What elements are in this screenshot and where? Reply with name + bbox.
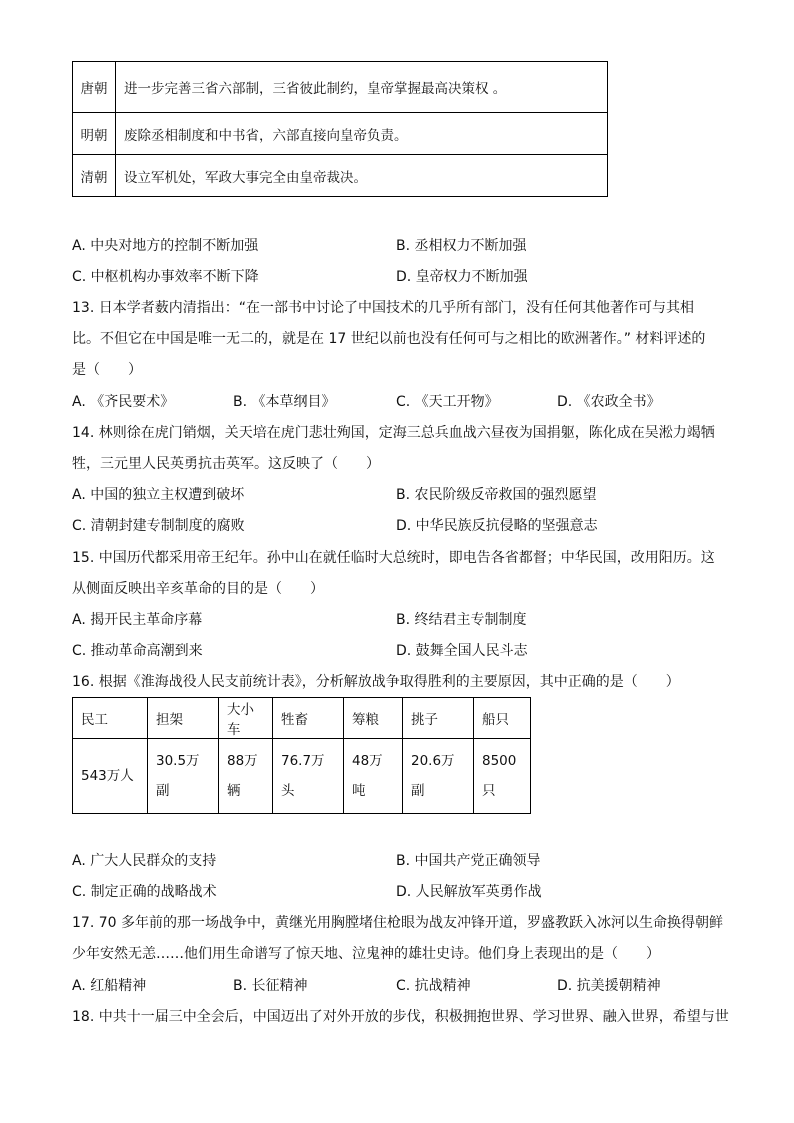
table-header-cell: 担架 — [148, 698, 219, 739]
table-row — [73, 113, 608, 155]
table-row — [73, 62, 608, 113]
q13-stem-line2: 比。不但它在中国是唯一无二的，就是在 17 世纪以前也没有任何可与之相比的欧洲著作。” 材料评述的 — [72, 331, 706, 347]
table-cell: 8500只 — [474, 739, 531, 814]
q16-option-b: B. 中国共产党正确领导 — [396, 853, 541, 869]
q16-stem-line1: 16. 根据《淮海战役人民支前统计表》，分析解放战争取得胜利的主要原因，其中正确的是（ ） — [72, 674, 680, 690]
q13-option-b: B. 《本草纲目》 — [233, 394, 336, 410]
table-cell: 88万辆 — [219, 739, 273, 814]
dynasty-text-cell: 设立军机处，军政大事完全由皇帝裁决。 — [116, 155, 608, 197]
dynasty-table — [72, 61, 608, 197]
table-header-cell: 筹粮 — [344, 698, 403, 739]
q17-stem-line2: 少年安然无恙……他们用生命谱写了惊天地、泣鬼神的雄壮史诗。他们身上表现出的是（ ） — [72, 946, 660, 962]
q15-stem-line1: 15. 中国历代都采用帝王纪年。孙中山在就任临时大总统时，即电告各省都督；中华民国，改用阳历。这 — [72, 550, 715, 566]
table-row — [73, 155, 608, 197]
table-header-cell: 民工 — [73, 698, 148, 739]
dynasty-cell: 明朝 — [73, 113, 116, 155]
q17-stem-line1: 17. 70 多年前的那一场战争中，黄继光用胸膛堵住枪眼为战友冲锋开道，罗盛教跃入冰河以生命换得朝鲜 — [72, 915, 723, 931]
q17-option-b: B. 长征精神 — [233, 978, 308, 994]
q13-option-c: C. 《天工开物》 — [396, 394, 499, 410]
table-header-cell: 牲畜 — [273, 698, 344, 739]
table-cell: 543万人 — [73, 739, 148, 814]
q16-option-d: D. 人民解放军英勇作战 — [396, 884, 542, 900]
q17-option-a: A. 红船精神 — [72, 978, 147, 994]
q13-option-a: A. 《齐民要术》 — [72, 394, 175, 410]
q12-option-c: C. 中枢机构办事效率不断下降 — [72, 269, 259, 285]
table-row — [73, 739, 531, 814]
q15-option-d: D. 鼓舞全国人民斗志 — [396, 643, 528, 659]
table-cell: 76.7万头 — [273, 739, 344, 814]
dynasty-cell: 清朝 — [73, 155, 116, 197]
table-cell: 30.5万副 — [148, 739, 219, 814]
q13-stem-line3: 是（ ） — [72, 362, 142, 378]
q14-option-a: A. 中国的独立主权遭到破坏 — [72, 487, 245, 503]
q12-option-a: A. 中央对地方的控制不断加强 — [72, 238, 259, 254]
dynasty-text-cell: 废除丞相制度和中书省，六部直接向皇帝负责。 — [116, 113, 608, 155]
q14-stem-line1: 14. 林则徐在虎门销烟，关天培在虎门悲壮殉国，定海三总兵血战六昼夜为国捐躯，陈化成在吴淞力竭牺 — [72, 425, 715, 441]
table-header-cell: 船只 — [474, 698, 531, 739]
q12-option-d: D. 皇帝权力不断加强 — [396, 269, 528, 285]
table-cell: 20.6万副 — [403, 739, 474, 814]
q15-option-a: A. 揭开民主革命序幕 — [72, 612, 203, 628]
table-cell: 48万吨 — [344, 739, 403, 814]
q15-option-b: B. 终结君主专制制度 — [396, 612, 527, 628]
support-statistics-table — [72, 697, 531, 814]
q16-option-c: C. 制定正确的战略战术 — [72, 884, 217, 900]
q18-stem-line1: 18. 中共十一届三中全会后，中国迈出了对外开放的步伐，积极拥抱世界、学习世界、融入世界，希望与世 — [72, 1009, 729, 1025]
q13-option-d: D. 《农政全书》 — [557, 394, 661, 410]
table-header-cell: 挑子 — [403, 698, 474, 739]
q13-stem-line1: 13. 日本学者薮内清指出：“在一部书中讨论了中国技术的几乎所有部门，没有任何其他著作可与其相 — [72, 300, 694, 316]
q15-stem-line2: 从侧面反映出辛亥革命的目的是（ ） — [72, 581, 324, 597]
q14-option-c: C. 清朝封建专制制度的腐败 — [72, 518, 245, 534]
q17-option-c: C. 抗战精神 — [396, 978, 471, 994]
q17-option-d: D. 抗美援朝精神 — [557, 978, 661, 994]
q15-option-c: C. 推动革命高潮到来 — [72, 643, 203, 659]
q14-option-b: B. 农民阶级反帝救国的强烈愿望 — [396, 487, 597, 503]
q14-stem-line2: 牲，三元里人民英勇抗击英军。这反映了（ ） — [72, 456, 380, 472]
table-header-row — [73, 698, 531, 739]
dynasty-text-cell: 进一步完善三省六部制，三省彼此制约，皇帝掌握最高决策权 。 — [116, 62, 608, 113]
q14-option-d: D. 中华民族反抗侵略的坚强意志 — [396, 518, 598, 534]
table-header-cell: 大小车 — [219, 698, 273, 739]
q16-option-a: A. 广大人民群众的支持 — [72, 853, 217, 869]
q12-option-b: B. 丞相权力不断加强 — [396, 238, 527, 254]
dynasty-cell: 唐朝 — [73, 62, 116, 113]
